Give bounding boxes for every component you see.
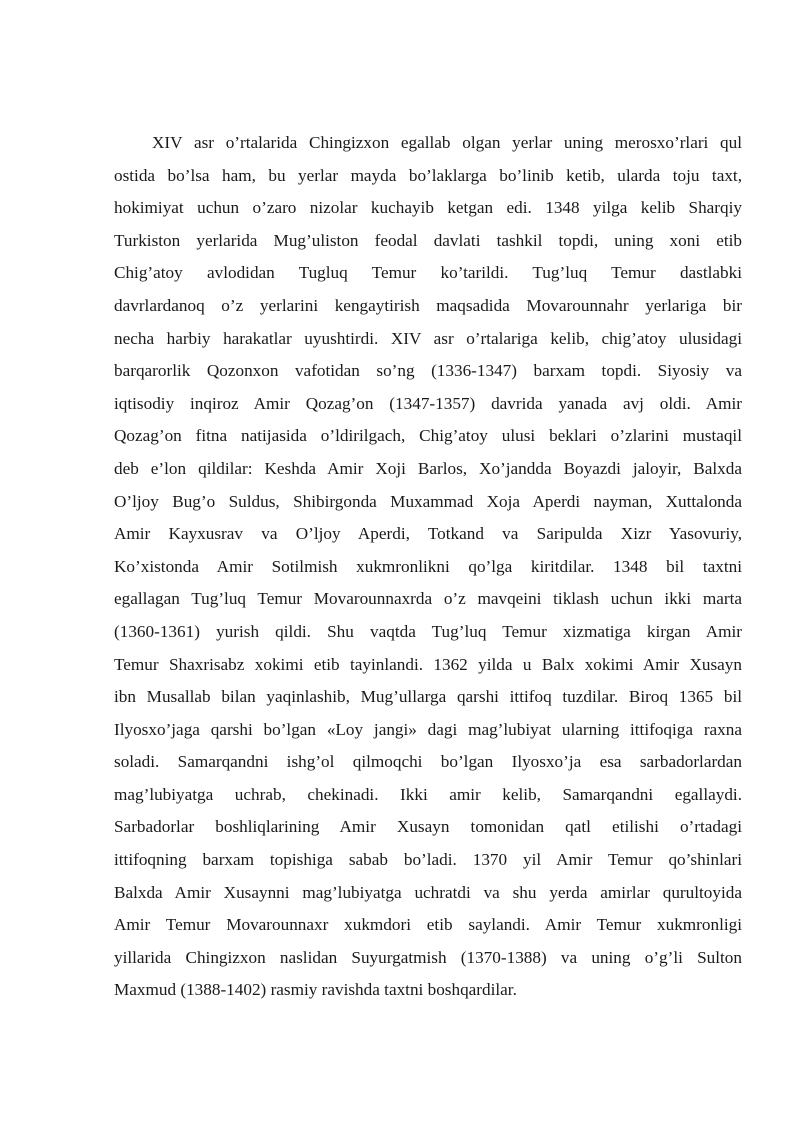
paragraph-line: deb e’lon qildilar: Keshda Amir Xoji Barlos, Xo’jandda Boyazdi jaloyir, Balxda	[114, 458, 742, 478]
paragraph-line: egallagan Tug’luq Temur Movarounnaxrda o’z mavqeini tiklash uchun ikki marta	[114, 589, 742, 609]
paragraph-line: (1360-1361) yurish qildi. Shu vaqtda Tug’luq Temur xizmatiga kirgan Amir	[114, 621, 742, 641]
paragraph-line: Qozag’on fitna natijasida o’ldirilgach, Chig’atoy ulusi beklari o’zlarini mustaqil	[114, 426, 742, 446]
paragraph-line: Chig’atoy avlodidan Tugluq Temur ko’tarildi. Tug’luq Temur dastlabki	[114, 263, 742, 283]
paragraph-line: XIV asr o’rtalarida Chingizxon egallab olgan yerlar uning merosxo’rlari qul	[152, 133, 742, 152]
paragraph-line: Amir Temur Movarounnaxr xukmdori etib saylandi. Amir Temur xukmronligi	[114, 915, 742, 935]
paragraph-line: necha harbiy harakatlar uyushtirdi. XIV asr o’rtalariga kelib, chig’atoy ulusidagi	[114, 328, 742, 348]
paragraph-line: Maxmud (1388-1402) rasmiy ravishda taxtni boshqardilar.	[114, 980, 517, 1000]
paragraph-line: Ilyosxo’jaga qarshi bo’lgan «Loy jangi» dagi mag’lubiyat ularning ittifoqiga raxna	[114, 719, 742, 739]
paragraph-line: Amir Kayxusrav va O’ljoy Aperdi, Totkand va Saripulda Xizr Yasovuriy,	[114, 524, 742, 544]
paragraph-line: yillarida Chingizxon naslidan Suyurgatmish (1370-1388) va uning o’g’li Sulton	[114, 947, 742, 967]
paragraph-line: davrlardanoq o’z yerlarini kengaytirish maqsadida Movarounnahr yerlariga bir	[114, 295, 742, 315]
paragraph-line: iqtisodiy inqiroz Amir Qozag’on (1347-1357) davrida yanada avj oldi. Amir	[114, 393, 742, 413]
paragraph-line: Balxda Amir Xusaynni mag’lubiyatga uchratdi va shu yerda amirlar qurultoyida	[114, 882, 742, 902]
paragraph-line: barqarorlik Qozonxon vafotidan so’ng (1336-1347) barxam topdi. Siyosiy va	[114, 361, 742, 381]
paragraph-line: hokimiyat uchun o’zaro nizolar kuchayib ketgan edi. 1348 yilga kelib Sharqiy	[114, 198, 742, 218]
body-paragraph	[114, 127, 742, 1007]
paragraph-line: soladi. Samarqandni ishg’ol qilmoqchi bo’lgan Ilyosxo’ja esa sarbadorlardan	[114, 752, 742, 772]
paragraph-line: ibn Musallab bilan yaqinlashib, Mug’ullarga qarshi ittifoq tuzdilar. Biroq 1365 bil	[114, 687, 742, 707]
paragraph-line: O’ljoy Bug’o Suldus, Shibirgonda Muxammad Xoja Aperdi nayman, Xuttalonda	[114, 491, 742, 511]
paragraph-line: ittifoqning barxam topishiga sabab bo’ladi. 1370 yil Amir Temur qo’shinlari	[114, 850, 742, 870]
paragraph-line: ostida bo’lsa ham, bu yerlar mayda bo’laklarga bo’linib ketib, ularda toju taxt,	[114, 165, 742, 185]
paragraph-line: mag’lubiyatga uchrab, chekinadi. Ikki amir kelib, Samarqandni egallaydi.	[114, 784, 742, 804]
paragraph-line: Turkiston yerlarida Mug’uliston feodal davlati tashkil topdi, uning xoni etib	[114, 230, 742, 250]
paragraph-line: Ko’xistonda Amir Sotilmish xukmronlikni qo’lga kiritdilar. 1348 bil taxtni	[114, 556, 742, 576]
paragraph-line: Sarbadorlar boshliqlarining Amir Xusayn tomonidan qatl etilishi o’rtadagi	[114, 817, 742, 837]
paragraph-line: Temur Shaxrisabz xokimi etib tayinlandi. 1362 yilda u Balx xokimi Amir Xusayn	[114, 654, 742, 674]
